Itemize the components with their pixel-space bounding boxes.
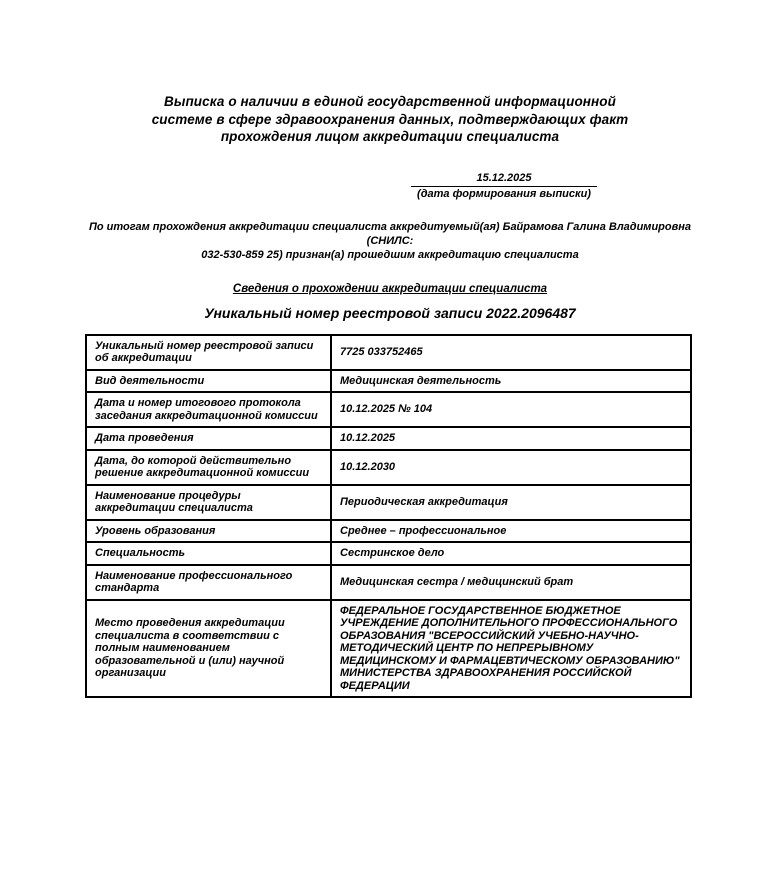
table-row bbox=[86, 370, 691, 393]
document-title-line: системе в сфере здравоохранения данных, подтверждающих факт bbox=[151, 111, 629, 127]
row-label-cell: Уникальный номер реестровой записи об аккредитации bbox=[86, 335, 331, 370]
table-row bbox=[86, 542, 691, 565]
table-row bbox=[86, 427, 691, 450]
row-value-cell: ФЕДЕРАЛЬНОЕ ГОСУДАРСТВЕННОЕ БЮДЖЕТНОЕ УЧРЕЖДЕНИЕ ДОПОЛНИТЕЛЬНОГО ПРОФЕССИОНАЛЬНОГО ОБРАЗОВАНИЯ "ВСЕРОССИЙСКИЙ УЧЕБНО-НАУЧНО-МЕТОДИЧЕСКИЙ ЦЕНТР ПО НЕПРЕРЫВНОМУ МЕДИЦИНСКОМУ И ФАРМАЦЕВТИЧЕСКОМУ ОБРАЗОВАНИЮ" МИНИСТЕРСТВА ЗДРАВООХРАНЕНИЯ РОССИЙСКОЙ ФЕДЕРАЦИИ bbox=[331, 600, 691, 698]
row-label-cell: Наименование профессионального стандарта bbox=[86, 565, 331, 600]
document-title bbox=[0, 93, 780, 146]
row-label-cell: Вид деятельности bbox=[86, 370, 331, 393]
registry-number-heading: Уникальный номер реестровой записи 2022.2096487 bbox=[204, 304, 576, 321]
section-heading: Сведения о прохождении аккредитации специалиста bbox=[232, 282, 548, 295]
row-label-cell: Дата и номер итогового протокола заседания аккредитационной комиссии bbox=[86, 392, 331, 427]
row-label-cell: Специальность bbox=[86, 542, 331, 565]
extract-date-caption: (дата формирования выписки) bbox=[417, 187, 591, 200]
row-label-cell: Наименование процедуры аккредитации специалиста bbox=[86, 485, 331, 520]
extract-date-block bbox=[411, 172, 597, 201]
row-value-cell: 7725 033752465 bbox=[331, 335, 691, 370]
row-value-cell: 10.12.2030 bbox=[331, 450, 691, 485]
document-title-line: Выписка о наличии в единой государственной информационной bbox=[163, 94, 616, 109]
row-value-cell: 10.12.2025 bbox=[331, 427, 691, 450]
extract-date: 15.12.2025 bbox=[411, 172, 597, 187]
table-row bbox=[86, 600, 691, 698]
accreditation-table bbox=[85, 334, 692, 699]
intro-line: 032-530-859 25) признан(а) прошедшим аккредитацию специалиста bbox=[201, 248, 579, 261]
table-row bbox=[86, 450, 691, 485]
accreditation-table-body bbox=[86, 335, 691, 698]
row-label-cell: Дата, до которой действительно решение аккредитационной комиссии bbox=[86, 450, 331, 485]
row-value-cell: 10.12.2025 № 104 bbox=[331, 392, 691, 427]
document-title-line: прохождения лицом аккредитации специалиста bbox=[220, 129, 560, 144]
row-value-cell: Сестринское дело bbox=[331, 542, 691, 565]
row-value-cell: Медицинская сестра / медицинский брат bbox=[331, 565, 691, 600]
row-label-cell: Место проведения аккредитации специалиста в соответствии с полным наименованием образовательной и (или) научной организации bbox=[86, 600, 331, 698]
table-row bbox=[86, 335, 691, 370]
intro-line: По итогам прохождения аккредитации специалиста аккредитуемый(ая) Байрамова Галина Владимировна (СНИЛС: bbox=[88, 220, 692, 247]
row-value-cell: Периодическая аккредитация bbox=[331, 485, 691, 520]
row-value-cell: Медицинская деятельность bbox=[331, 370, 691, 393]
table-row bbox=[86, 520, 691, 543]
intro-paragraph bbox=[70, 220, 710, 262]
table-row bbox=[86, 565, 691, 600]
row-label-cell: Уровень образования bbox=[86, 520, 331, 543]
row-value-cell: Среднее – профессиональное bbox=[331, 520, 691, 543]
table-row bbox=[86, 392, 691, 427]
table-row bbox=[86, 485, 691, 520]
row-label-cell: Дата проведения bbox=[86, 427, 331, 450]
